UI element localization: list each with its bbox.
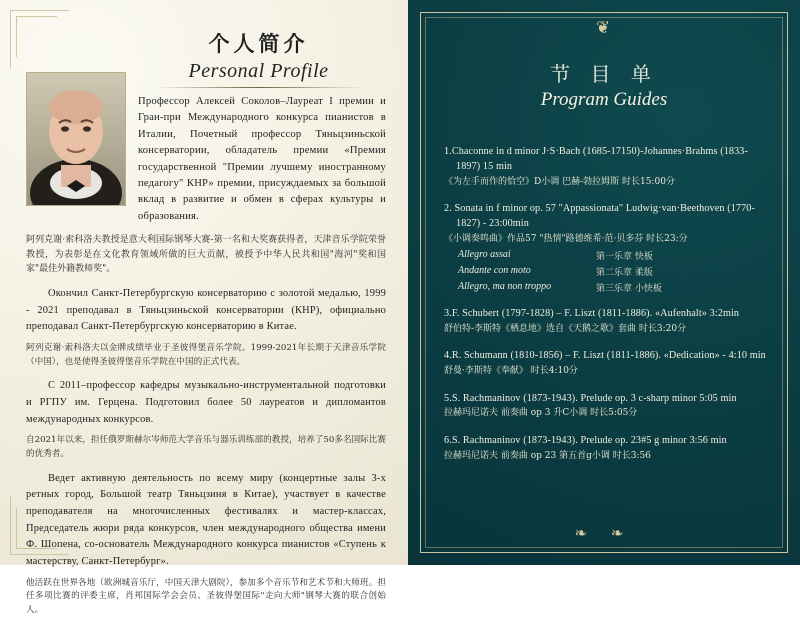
fleuron-bottom-icon: ❧ ❧	[574, 526, 634, 542]
movement-tempo-cn: 第三乐章 小快板	[596, 284, 662, 295]
program-item-title: 2. Sonata in f minor op. 57 "Appassionata" Ludwig·van·Beethoven (1770-1827) - 23:00min	[444, 203, 755, 229]
movement-tempo-cn: 第一乐章 快板	[596, 252, 653, 263]
portrait-photo	[26, 72, 126, 206]
program-title-cn: 节 目 单	[550, 62, 658, 86]
program-item	[444, 202, 768, 294]
program-item	[444, 307, 768, 336]
profile-title-cn: 个人简介	[208, 31, 309, 56]
profile-russian-paragraph-3: С 2011–профессор кафедры музыкально-инструментальной подготовки и РГПУ им. Герцена. Подготовил более 50 лауреатов и дипломантов международных конкурсов.	[26, 380, 386, 425]
program-list	[444, 145, 768, 463]
profile-chinese-paragraph-3: 自2021年以来，担任俄罗斯赫尔岑师范大学音乐与器乐训练部的教授，培养了50多名国际比赛的优秀者。	[26, 435, 386, 460]
program-item-title-cn: 《为左手而作的恰空》D小调 巴赫-勃拉姆斯 时长15:00分	[444, 176, 675, 187]
program-item	[444, 392, 768, 421]
fleuron-top-icon: ❦	[595, 18, 613, 37]
profile-chinese-intro: 阿列克谢·索科洛夫教授是意大利国际钢琴大赛-第一名和大奖赛获得者，天津音乐学院荣誉教授，为表彰是在文化教育领域所做的巨大贡献，被授予中华人民共和国"海河"奖和国家"最佳外籍教师奖"。	[26, 235, 386, 275]
program-item-title-cn: 舒伯特-李斯特《栖息地》选自《天鹅之歌》套曲 时长3:20分	[444, 323, 687, 334]
program-item	[444, 145, 768, 189]
movement-tempo: Allegro assai	[458, 249, 511, 261]
profile-chinese-paragraph-4: 他活跃在世界各地（欧洲城音乐厅，中国天津大剧院），参加多个音乐节和艺术节和大师班。担任多项比赛的评委主席，肖邦国际学会会员、圣彼得堡国际"走向大师"钢琴大赛的联合创始人。	[26, 577, 386, 616]
movement-tempo-cn: 第二乐章 柔版	[596, 268, 653, 279]
profile-russian-paragraph-4: Ведет активную деятельность по всему миру (концертные залы 3-х ретных город, Большой театр Тяньцзиня в Китае), участвует в качестве преподавателя на многочисленных фестивалях и мастер-классах, Председатель жюри ряда конкурсов, член международного общества имени Ф. Шопена, со-основатель Международного конкурса пианистов «Ступень к мастерству, Санкт-Петербург».	[26, 472, 386, 568]
program-item-title: 6.S. Rachmaninov (1873-1943). Prelude op. 23#5 g minor 3:56 min	[444, 434, 727, 446]
profile-title-en: Personal Profile	[188, 60, 329, 82]
program-movement	[444, 249, 768, 262]
program-movement	[444, 265, 768, 278]
program-title-block	[426, 58, 782, 111]
program-item	[444, 434, 768, 463]
corner-ornament-bottom-left	[10, 496, 69, 555]
program-item-title: 5.S. Rachmaninov (1873-1943). Prelude op. 3 c-sharp minor 5:05 min	[444, 392, 737, 404]
profile-chinese-paragraph-2: 阿列克谢·索科洛夫以金牌成绩毕业于圣彼得堡音乐学院。1999-2021年长期于天津音乐学院（中国），也是使得圣彼得堡音乐学院在中国的正式代表。	[26, 342, 386, 367]
profile-title-block	[131, 28, 386, 88]
program-movement	[444, 281, 768, 294]
portrait-illustration	[27, 73, 125, 205]
movement-tempo: Andante con moto	[458, 265, 531, 277]
program-title-en: Program Guides	[540, 89, 668, 110]
program-item-title-cn: 拉赫玛尼诺夫 前奏曲 op 23 第五首g小调 时长3:56	[444, 450, 651, 461]
program-item-title: 3.F. Schubert (1797-1828) – F. Liszt (1811-1886). «Aufenhalt» 3:2min	[444, 308, 740, 320]
program-item	[444, 349, 768, 378]
title-divider	[154, 87, 364, 88]
movement-tempo: Allegro, ma non troppo	[458, 281, 552, 293]
profile-russian-intro: Профессор Алексей Соколов–Лауреат I премии и Гран-при Международного конкурса пианистов в Италии, Почетный профессор Тяньцзиньской консерватории, обладатель премии «Премия государственной "Премии лучшему иностранному педагогу" КНР» премии, присуждаемых за большой вклад в развитие и обмен в сферах культуры и образования.	[138, 96, 386, 222]
program-guides-panel	[408, 0, 800, 565]
program-item-title-cn: 舒曼·李斯特《奉献》 时长4:10分	[444, 366, 578, 377]
program-item-title-cn: 《小调奏鸣曲》作品57 "热情"路德维希·范·贝多芬 时长23:分	[444, 233, 688, 244]
program-item-title: 1.Chaconne in d minor J·S·Bach (1685-17150)-Johannes·Brahms (1833-1897) 15 min	[444, 146, 748, 172]
program-item-title: 4.R. Schumann (1810-1856) – F. Liszt (1811-1886). «Dedication» - 4:10 min	[444, 350, 766, 362]
program-item-title-cn: 拉赫玛尼诺夫 前奏曲 op 3 升C小调 时长5:05分	[444, 408, 638, 419]
profile-russian-paragraph-2: Окончил Санкт-Петербургскую консерваторию с золотой медалью, 1999 - 2021 преподавал в Тяньцзиньской консерватории (КНР), официально преподавал Санкт-Петербургскую консерваторию в Китае.	[26, 287, 386, 333]
corner-ornament-top-left	[10, 10, 69, 69]
